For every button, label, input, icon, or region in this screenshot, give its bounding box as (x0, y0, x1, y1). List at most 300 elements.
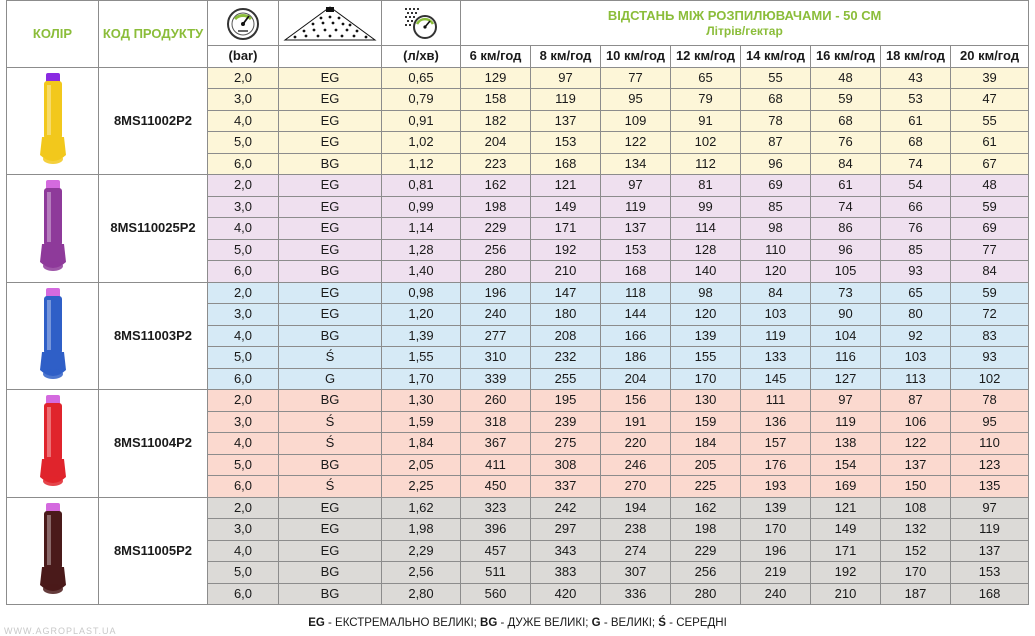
rate-value: 86 (811, 218, 881, 240)
rate-value: 135 (951, 476, 1029, 498)
rate-value: 170 (741, 519, 811, 541)
rate-value: 242 (531, 497, 601, 519)
rate-value: 121 (531, 175, 601, 197)
droplet-class: Ś (279, 347, 382, 369)
rate-value: 170 (671, 368, 741, 390)
rate-value: 137 (951, 540, 1029, 562)
rate-value: 220 (601, 433, 671, 455)
droplet-class: Ś (279, 476, 382, 498)
rate-value: 195 (531, 390, 601, 412)
rate-value: 411 (461, 454, 531, 476)
rate-value: 93 (951, 347, 1029, 369)
rate-value: 96 (811, 239, 881, 261)
nozzle-image-cell (7, 175, 99, 283)
rate-value: 196 (741, 540, 811, 562)
pressure-value: 5,0 (208, 132, 279, 154)
rate-value: 339 (461, 368, 531, 390)
product-code: 8MS11002P2 (99, 67, 208, 175)
nozzle-image-cell (7, 67, 99, 175)
pressure-value: 2,0 (208, 390, 279, 412)
nozzle-image-cell (7, 282, 99, 390)
flow-value: 1,39 (382, 325, 461, 347)
speed-header: 8 км/год (531, 46, 601, 68)
rate-value: 119 (811, 411, 881, 433)
droplet-class: EG (279, 519, 382, 541)
rate-value: 168 (951, 583, 1029, 605)
rate-value: 61 (811, 175, 881, 197)
rate-value: 95 (601, 89, 671, 111)
rate-value: 80 (881, 304, 951, 326)
product-code: 8MS11003P2 (99, 282, 208, 390)
rate-value: 323 (461, 497, 531, 519)
rate-value: 102 (951, 368, 1029, 390)
pressure-value: 6,0 (208, 261, 279, 283)
code-column-header: КОД ПРОДУКТУ (99, 1, 208, 68)
rate-value: 229 (671, 540, 741, 562)
rate-value: 297 (531, 519, 601, 541)
droplet-class: EG (279, 110, 382, 132)
rate-value: 78 (741, 110, 811, 132)
rate-value: 96 (741, 153, 811, 175)
rate-value: 97 (811, 390, 881, 412)
flow-value: 0,79 (382, 89, 461, 111)
rate-value: 256 (461, 239, 531, 261)
rate-value: 111 (741, 390, 811, 412)
rate-value: 196 (461, 282, 531, 304)
flow-value: 1,70 (382, 368, 461, 390)
rate-value: 61 (881, 110, 951, 132)
rate-value: 90 (811, 304, 881, 326)
rate-value: 61 (951, 132, 1029, 154)
rate-value: 149 (811, 519, 881, 541)
droplet-class: EG (279, 89, 382, 111)
table-row (7, 497, 1029, 519)
rate-value: 168 (531, 153, 601, 175)
spray-header-cell (279, 1, 382, 46)
flow-value: 1,28 (382, 239, 461, 261)
rate-value: 396 (461, 519, 531, 541)
rate-value: 137 (601, 218, 671, 240)
droplet-class: EG (279, 218, 382, 240)
rate-value: 157 (741, 433, 811, 455)
rate-value: 205 (671, 454, 741, 476)
rate-value: 162 (671, 497, 741, 519)
rate-value: 102 (671, 132, 741, 154)
product-code: 8MS11005P2 (99, 497, 208, 605)
droplet-size-legend (0, 614, 1035, 632)
rate-value: 121 (811, 497, 881, 519)
flow-value: 0,81 (382, 175, 461, 197)
rate-value: 246 (601, 454, 671, 476)
rate-value: 223 (461, 153, 531, 175)
droplet-class: BG (279, 325, 382, 347)
legend-g-code: G (591, 617, 601, 629)
flow-value: 1,40 (382, 261, 461, 283)
nozzle-icon (33, 178, 73, 278)
rate-value: 169 (811, 476, 881, 498)
rate-value: 180 (531, 304, 601, 326)
rate-value: 198 (671, 519, 741, 541)
rate-value: 240 (461, 304, 531, 326)
pressure-value: 2,0 (208, 282, 279, 304)
rate-value: 76 (881, 218, 951, 240)
table-row (7, 67, 1029, 89)
rate-value: 208 (531, 325, 601, 347)
rate-value: 153 (531, 132, 601, 154)
droplet-class: BG (279, 261, 382, 283)
rate-value: 68 (881, 132, 951, 154)
rate-value: 87 (741, 132, 811, 154)
rate-value: 270 (601, 476, 671, 498)
pressure-value: 4,0 (208, 433, 279, 455)
rate-value: 147 (531, 282, 601, 304)
rate-value: 113 (881, 368, 951, 390)
rate-value: 59 (951, 196, 1029, 218)
rate-value: 119 (531, 89, 601, 111)
pressure-value: 3,0 (208, 304, 279, 326)
rate-value: 256 (671, 562, 741, 584)
rate-value: 97 (951, 497, 1029, 519)
rate-value: 137 (531, 110, 601, 132)
rate-value: 103 (741, 304, 811, 326)
rate-value: 192 (531, 239, 601, 261)
speed-header: 16 км/год (811, 46, 881, 68)
product-code: 8MS11004P2 (99, 390, 208, 498)
rate-value: 187 (881, 583, 951, 605)
rate-value: 116 (811, 347, 881, 369)
rate-value: 198 (461, 196, 531, 218)
flow-value: 2,56 (382, 562, 461, 584)
rate-value: 229 (461, 218, 531, 240)
rate-value: 140 (671, 261, 741, 283)
pressure-value: 2,0 (208, 175, 279, 197)
speed-header: 6 км/год (461, 46, 531, 68)
flow-unit: (л/хв) (382, 46, 461, 68)
droplet-class: EG (279, 175, 382, 197)
droplet-class: EG (279, 67, 382, 89)
rate-value: 99 (671, 196, 741, 218)
legend-eg-text: - ЕКСТРЕМАЛЬНО ВЕЛИКІ; (324, 617, 481, 629)
rate-value: 93 (881, 261, 951, 283)
table-header (7, 1, 1029, 68)
rate-value: 210 (531, 261, 601, 283)
rate-value: 156 (601, 390, 671, 412)
flow-value: 0,98 (382, 282, 461, 304)
flow-value: 1,20 (382, 304, 461, 326)
rate-value: 54 (881, 175, 951, 197)
rate-value: 158 (461, 89, 531, 111)
droplet-class: BG (279, 153, 382, 175)
rate-value: 112 (671, 153, 741, 175)
flow-value: 1,55 (382, 347, 461, 369)
rate-value: 132 (881, 519, 951, 541)
rate-value: 122 (601, 132, 671, 154)
pressure-value: 3,0 (208, 519, 279, 541)
rate-value: 171 (811, 540, 881, 562)
rate-value: 186 (601, 347, 671, 369)
rate-value: 275 (531, 433, 601, 455)
pressure-value: 2,0 (208, 497, 279, 519)
pressure-value: 6,0 (208, 368, 279, 390)
rate-value: 105 (811, 261, 881, 283)
droplet-class: BG (279, 454, 382, 476)
rate-value: 133 (741, 347, 811, 369)
rate-value: 193 (741, 476, 811, 498)
rate-value: 204 (601, 368, 671, 390)
rate-value: 280 (671, 583, 741, 605)
rate-value: 343 (531, 540, 601, 562)
rate-value: 150 (881, 476, 951, 498)
rate-value: 450 (461, 476, 531, 498)
rate-value: 55 (951, 110, 1029, 132)
rate-value: 239 (531, 411, 601, 433)
flow-value: 0,91 (382, 110, 461, 132)
legend-g-text: - ВЕЛИКІ; (600, 617, 659, 629)
rate-value: 81 (671, 175, 741, 197)
rate-value: 260 (461, 390, 531, 412)
rate-value: 155 (671, 347, 741, 369)
rate-value: 87 (881, 390, 951, 412)
rate-value: 128 (671, 239, 741, 261)
rate-value: 84 (951, 261, 1029, 283)
table-row (7, 175, 1029, 197)
rate-value: 130 (671, 390, 741, 412)
rate-value: 139 (671, 325, 741, 347)
rate-value: 110 (951, 433, 1029, 455)
flow-meter-icon (403, 6, 439, 42)
rate-value: 127 (811, 368, 881, 390)
pressure-value: 4,0 (208, 110, 279, 132)
rate-value: 72 (951, 304, 1029, 326)
flow-value: 0,99 (382, 196, 461, 218)
rate-value: 210 (811, 583, 881, 605)
speed-header: 10 км/год (601, 46, 671, 68)
flow-value: 2,05 (382, 454, 461, 476)
watermark: WWW.AGROPLAST.UA (4, 626, 117, 636)
droplet-class: Ś (279, 411, 382, 433)
droplet-class: Ś (279, 433, 382, 455)
flow-value: 1,84 (382, 433, 461, 455)
table-row (7, 282, 1029, 304)
pressure-value: 3,0 (208, 89, 279, 111)
spray-pattern-icon (281, 4, 379, 44)
pressure-gauge-icon (226, 7, 260, 41)
rate-value: 136 (741, 411, 811, 433)
rate-value: 106 (881, 411, 951, 433)
rate-value: 95 (951, 411, 1029, 433)
rate-value: 159 (671, 411, 741, 433)
pressure-value: 4,0 (208, 540, 279, 562)
rate-value: 280 (461, 261, 531, 283)
flow-value: 2,29 (382, 540, 461, 562)
droplet-class: EG (279, 132, 382, 154)
rate-value: 108 (881, 497, 951, 519)
rate-value: 144 (601, 304, 671, 326)
droplet-unit-blank (279, 46, 382, 68)
rate-value: 53 (881, 89, 951, 111)
rate-value: 59 (811, 89, 881, 111)
legend-bg-code: BG (480, 617, 498, 629)
legend-s-text: - СЕРЕДНІ (665, 617, 727, 629)
rate-value: 194 (601, 497, 671, 519)
rate-value: 103 (881, 347, 951, 369)
flow-value: 2,80 (382, 583, 461, 605)
rate-value: 138 (811, 433, 881, 455)
rate-value: 69 (951, 218, 1029, 240)
nozzle-flow-table (6, 0, 1029, 605)
flow-header-cell (382, 1, 461, 46)
rate-value: 114 (671, 218, 741, 240)
rate-value: 74 (881, 153, 951, 175)
rate-value: 92 (881, 325, 951, 347)
rate-value: 104 (811, 325, 881, 347)
droplet-class: EG (279, 304, 382, 326)
nozzle-icon (33, 393, 73, 493)
rate-value: 204 (461, 132, 531, 154)
rate-value: 145 (741, 368, 811, 390)
flow-value: 1,62 (382, 497, 461, 519)
rate-value: 149 (531, 196, 601, 218)
nozzle-icon (33, 501, 73, 601)
flow-value: 1,14 (382, 218, 461, 240)
rate-value: 170 (881, 562, 951, 584)
pressure-unit: (bar) (208, 46, 279, 68)
speed-header: 18 км/год (881, 46, 951, 68)
rate-value: 47 (951, 89, 1029, 111)
rate-value: 191 (601, 411, 671, 433)
speed-header: 12 км/год (671, 46, 741, 68)
droplet-class: BG (279, 562, 382, 584)
rate-value: 109 (601, 110, 671, 132)
rate-value: 85 (741, 196, 811, 218)
distance-subtitle: Літрів/гектар (706, 24, 783, 38)
droplet-class: EG (279, 196, 382, 218)
rate-value: 69 (741, 175, 811, 197)
speed-header: 14 км/год (741, 46, 811, 68)
rate-value: 129 (461, 67, 531, 89)
rate-value: 154 (811, 454, 881, 476)
legend-eg-code: EG (308, 617, 325, 629)
rate-value: 122 (881, 433, 951, 455)
rate-value: 120 (671, 304, 741, 326)
pressure-value: 3,0 (208, 411, 279, 433)
rate-value: 59 (951, 282, 1029, 304)
flow-value: 1,30 (382, 390, 461, 412)
rate-value: 337 (531, 476, 601, 498)
rate-value: 84 (741, 282, 811, 304)
rate-value: 457 (461, 540, 531, 562)
rate-value: 118 (601, 282, 671, 304)
rate-value: 97 (601, 175, 671, 197)
rate-value: 68 (741, 89, 811, 111)
rate-value: 139 (741, 497, 811, 519)
flow-value: 1,59 (382, 411, 461, 433)
rate-value: 168 (601, 261, 671, 283)
rate-value: 219 (741, 562, 811, 584)
pressure-value: 6,0 (208, 153, 279, 175)
rate-value: 307 (601, 562, 671, 584)
rate-value: 336 (601, 583, 671, 605)
rate-value: 48 (811, 67, 881, 89)
rate-value: 308 (531, 454, 601, 476)
rate-value: 73 (811, 282, 881, 304)
nozzle-image-cell (7, 497, 99, 605)
pressure-value: 4,0 (208, 218, 279, 240)
rate-value: 97 (531, 67, 601, 89)
rate-value: 98 (741, 218, 811, 240)
pressure-value: 2,0 (208, 67, 279, 89)
rate-value: 123 (951, 454, 1029, 476)
rate-value: 184 (671, 433, 741, 455)
rate-value: 85 (881, 239, 951, 261)
rate-value: 48 (951, 175, 1029, 197)
rate-value: 119 (951, 519, 1029, 541)
rate-value: 120 (741, 261, 811, 283)
rate-value: 65 (881, 282, 951, 304)
flow-value: 1,98 (382, 519, 461, 541)
rate-value: 77 (601, 67, 671, 89)
droplet-class: EG (279, 540, 382, 562)
pressure-value: 4,0 (208, 325, 279, 347)
rate-value: 39 (951, 67, 1029, 89)
rate-value: 119 (741, 325, 811, 347)
distance-title: ВІДСТАНЬ МІЖ РОЗПИЛЮВАЧАМИ - 50 СМ (607, 8, 882, 23)
rate-value: 137 (881, 454, 951, 476)
table-row (7, 390, 1029, 412)
legend-bg-text: - ДУЖЕ ВЕЛИКІ; (497, 617, 592, 629)
pressure-header-cell (208, 1, 279, 46)
rate-value: 153 (951, 562, 1029, 584)
droplet-class: EG (279, 282, 382, 304)
rate-value: 192 (811, 562, 881, 584)
rate-value: 274 (601, 540, 671, 562)
rate-value: 84 (811, 153, 881, 175)
flow-value: 1,12 (382, 153, 461, 175)
rate-value: 65 (671, 67, 741, 89)
distance-header (461, 1, 1029, 46)
nozzle-icon (33, 71, 73, 171)
rate-value: 511 (461, 562, 531, 584)
rate-value: 67 (951, 153, 1029, 175)
rate-value: 318 (461, 411, 531, 433)
pressure-value: 5,0 (208, 239, 279, 261)
table-body (7, 67, 1029, 605)
rate-value: 134 (601, 153, 671, 175)
flow-value: 2,25 (382, 476, 461, 498)
rate-value: 98 (671, 282, 741, 304)
rate-value: 153 (601, 239, 671, 261)
rate-value: 74 (811, 196, 881, 218)
pressure-value: 5,0 (208, 562, 279, 584)
rate-value: 310 (461, 347, 531, 369)
pressure-value: 6,0 (208, 476, 279, 498)
rate-value: 383 (531, 562, 601, 584)
pressure-value: 5,0 (208, 454, 279, 476)
rate-value: 110 (741, 239, 811, 261)
rate-value: 119 (601, 196, 671, 218)
rate-value: 78 (951, 390, 1029, 412)
rate-value: 240 (741, 583, 811, 605)
rate-value: 66 (881, 196, 951, 218)
pressure-value: 6,0 (208, 583, 279, 605)
rate-value: 91 (671, 110, 741, 132)
rate-value: 225 (671, 476, 741, 498)
rate-value: 79 (671, 89, 741, 111)
droplet-class: BG (279, 583, 382, 605)
rate-value: 77 (951, 239, 1029, 261)
rate-value: 43 (881, 67, 951, 89)
speed-header: 20 км/год (951, 46, 1029, 68)
